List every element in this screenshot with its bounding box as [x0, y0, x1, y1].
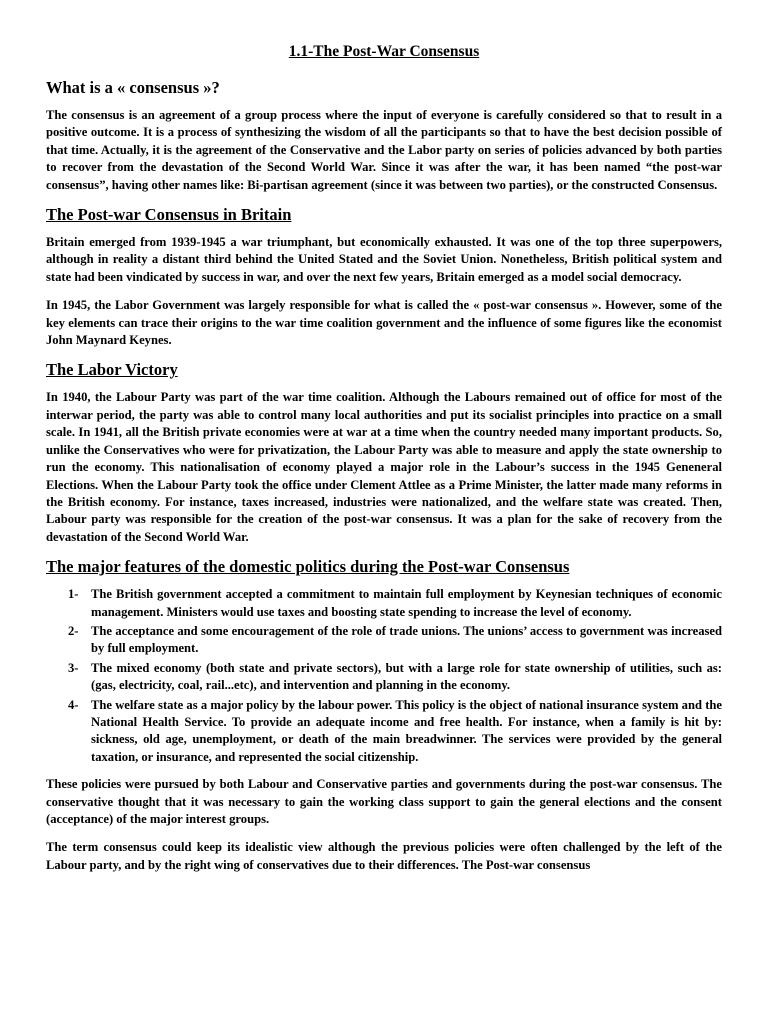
list-item-text: The welfare state as a major policy by the labour power. This policy is the object of national insurance system and the National Health Service. To provide an adequate income and free health. For instance, when a family is hit by: sickness, old age, unemployment, or death of the main breadwinner. The services were provided by the general taxation, or insurance, and represented the social citizenship.	[91, 697, 722, 764]
list-item	[46, 697, 722, 767]
list-item-number: 1-	[68, 587, 79, 602]
paragraph-policies-pursued: These policies were pursued by both Labour and Conservative parties and governments during the post-war consensus. The conservative thought that it was necessary to gain the working class support to gain the general elections and the consent (acceptance) of the major interest groups.	[46, 777, 722, 826]
list-item-text: The acceptance and some encouragement of the role of trade unions. The unions’ access to government was increased by full employment.	[91, 623, 722, 656]
heading-consensus-in-britain: The Post-war Consensus in Britain	[46, 205, 292, 225]
heading-what-is-consensus: What is a « consensus »?	[46, 78, 220, 97]
list-item-number: 4-	[68, 697, 79, 712]
list-item-text: The British government accepted a commitment to maintain full employment by Keynesian techniques of economic management. Ministers would use taxes and boosting state spending to increase the level of economy.	[91, 587, 722, 619]
list-item	[46, 623, 722, 658]
list-item	[46, 660, 722, 695]
features-list	[46, 586, 722, 766]
list-item-number: 3-	[68, 660, 79, 675]
list-item-number: 2-	[68, 623, 79, 638]
document-title: 1.1-The Post-War Consensus	[288, 43, 480, 60]
paragraph-labor-government-1945: In 1945, the Labor Government was largely responsible for what is called the « post-war consensus ». However, some of the key elements can trace their origins to the war time coalition government and the influence of some figures like the economist John Maynard Keynes.	[46, 298, 722, 348]
paragraph-britain-emerged: Britain emerged from 1939-1945 a war triumphant, but economically exhausted. It was one of the top three superpowers, although in reality a distant third behind the United Stated and the Soviet Union. Nonetheless, British political system and state had been vindicated by success in war, and over the next few years, Britain emerged as a model social democracy.	[46, 235, 722, 284]
paragraph-labor-victory: In 1940, the Labour Party was part of the war time coalition. Although the Labours remained out of office for most of the interwar period, the party was able to control many local authorities and put its socialist principles into practice on a small scale. In 1941, all the British private economies were at war at a time when the country needed many important products. So, unlike the Conservatives who were for privatization, the Labour Party was able to measure and apply the state ownership to run the economy. This nationalisation of economy played a major role in the Labour’s success in the 1945 Geneneral Elections. When the Labour Party took the office under Clement Attlee as a Prime Minister, the latter made many reforms in the British economy. For instance, taxes increased, industries were nationalized, and the welfare state was created. Then, Labour party was responsible for the creation of the post-war consensus. It was a plan for the sake of recovery from the devastation of the Second World War.	[46, 390, 722, 544]
paragraph-term-consensus: The term consensus could keep its idealistic view although the previous policies were often challenged by the left of the Labour party, and by the right wing of conservatives due to their differences. The Post-war consensus	[46, 840, 722, 872]
heading-labor-victory: The Labor Victory	[46, 360, 178, 380]
paragraph-consensus-definition: The consensus is an agreement of a group process where the input of everyone is carefully considered so that to result in a positive outcome. It is a process of synthesizing the wisdom of all the participants so that to have the best decision possible of that time. Actually, it is the agreement of the Conservative and the Labor party on series of policies advanced by both parties to recover from the devastation of the Second World War. Since it was after the war, it has been named “the post-war consensus”, having other names like: Bi-partisan agreement (since it was between two parties), or the constructed Consensus.	[46, 108, 722, 192]
list-item	[46, 586, 722, 621]
list-item-text: The mixed economy (both state and private sectors), but with a large role for state ownership of utilities, such as: (gas, electricity, coal, rail...etc), and intervention and planning in the economy.	[91, 660, 722, 693]
heading-major-features: The major features of the domestic politics during the Post-war Consensus	[46, 557, 570, 577]
